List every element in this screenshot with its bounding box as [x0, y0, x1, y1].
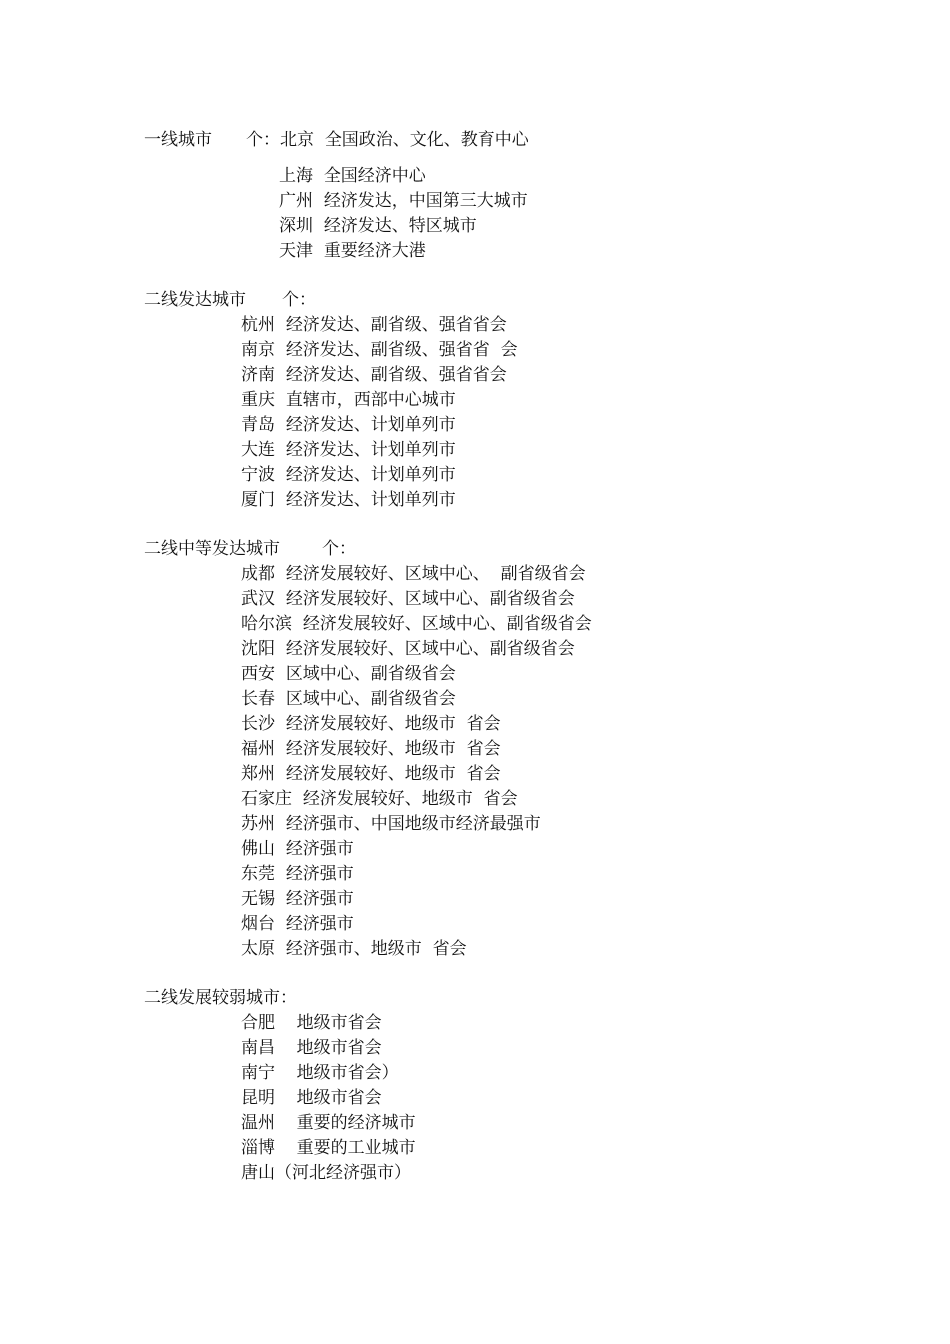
- tier2-weak-item: [241, 1011, 382, 1035]
- city-desc: 经济发展较好、地级市 省会: [285, 739, 501, 759]
- city-desc: 全国经济中心: [323, 166, 426, 186]
- tier2-developed-heading-line: [144, 288, 316, 312]
- tier2-medium-item: [241, 662, 456, 686]
- tier2-developed-item: [241, 338, 518, 362]
- tier2-weak-heading-line: [144, 986, 297, 1010]
- tier2-medium-item: [241, 887, 354, 911]
- city-name: 合肥: [241, 1013, 275, 1033]
- city-name: 南宁: [241, 1063, 275, 1083]
- tier1-count-suffix: 个：: [246, 130, 280, 150]
- tier2-medium-item: [241, 912, 354, 936]
- city-name: 哈尔滨: [241, 614, 292, 634]
- city-desc: 重要的经济城市: [296, 1113, 416, 1133]
- city-desc: 经济发达、计划单列市: [285, 490, 456, 510]
- tier2-developed-item: [241, 313, 507, 337]
- city-name: 无锡: [241, 889, 275, 909]
- city-name: 济南: [241, 365, 275, 385]
- tier2-developed-item: [241, 413, 456, 437]
- city-name: 上海: [279, 166, 313, 186]
- city-desc: 重要的工业城市: [296, 1138, 416, 1158]
- city-name: 太原: [241, 939, 275, 959]
- city-desc: 经济发展较好、地级市 省会: [285, 714, 501, 734]
- city-desc: 经济发展较好、区域中心、副省级省会: [285, 589, 575, 609]
- city-desc: 经济发达、副省级、强省省 会: [285, 340, 518, 360]
- tier1-first-desc: 全国政治、文化、教育中心: [324, 130, 529, 150]
- city-desc: 区域中心、副省级省会: [285, 689, 456, 709]
- city-name: 杭州: [241, 315, 275, 335]
- tier2-medium-item: [241, 587, 575, 611]
- city-desc: 区域中心、副省级省会: [285, 664, 456, 684]
- city-name: 长春: [241, 689, 275, 709]
- city-desc: 经济强市: [285, 864, 354, 884]
- city-name: 宁波: [241, 465, 275, 485]
- tier1-first-city: 北京: [280, 130, 314, 150]
- tier1-heading: 一线城市: [144, 130, 212, 150]
- tier1-heading-line: [144, 128, 529, 152]
- tier2-medium-item: [241, 562, 586, 586]
- tier2-medium-item: [241, 812, 541, 836]
- city-desc: 经济发展较好、地级市 省会: [285, 764, 501, 784]
- city-name: 郑州: [241, 764, 275, 784]
- city-desc: 经济发展较好、区域中心、副省级省会: [285, 639, 575, 659]
- city-name: 广州: [279, 191, 313, 211]
- city-name: 重庆: [241, 390, 275, 410]
- city-desc: 经济发达，中国第三大城市: [323, 191, 528, 211]
- city-name: 昆明: [241, 1088, 275, 1108]
- tier2-medium-heading-line: [144, 537, 356, 561]
- city-desc: 经济强市: [285, 839, 354, 859]
- city-name: 石家庄: [241, 789, 292, 809]
- tier2-weak-heading: 二线发展较弱城市：: [144, 988, 297, 1008]
- tier2-weak-item: [241, 1111, 416, 1135]
- city-name: 苏州: [241, 814, 275, 834]
- city-desc: 地级市省会: [296, 1013, 382, 1033]
- tier2-medium-item: [241, 762, 501, 786]
- city-desc: 经济强市: [285, 914, 354, 934]
- tier2-weak-item: [241, 1086, 382, 1110]
- tier2-medium-item: [241, 637, 575, 661]
- city-name: 大连: [241, 440, 275, 460]
- tier2-weak-item: [241, 1161, 411, 1185]
- city-name: 福州: [241, 739, 275, 759]
- tier2-medium-item: [241, 862, 354, 886]
- city-name: 唐山（河北经济强市）: [241, 1163, 411, 1183]
- city-desc: 经济发达、副省级、强省省会: [285, 315, 507, 335]
- tier1-item: [279, 214, 477, 238]
- city-desc: 经济发达、计划单列市: [285, 440, 456, 460]
- tier2-medium-heading: 二线中等发达城市: [144, 539, 280, 559]
- city-name: 淄博: [241, 1138, 275, 1158]
- city-desc: 重要经济大港: [323, 241, 426, 261]
- city-desc: 经济发展较好、地级市 省会: [302, 789, 518, 809]
- tier2-developed-item: [241, 388, 456, 412]
- city-desc: 经济强市: [285, 889, 354, 909]
- tier2-medium-item: [241, 737, 501, 761]
- city-name: 天津: [279, 241, 313, 261]
- tier2-weak-item: [241, 1136, 416, 1160]
- tier1-item: [279, 164, 426, 188]
- tier2-developed-item: [241, 463, 456, 487]
- tier2-weak-item: [241, 1061, 399, 1085]
- city-desc: 经济发达、特区城市: [323, 216, 477, 236]
- tier2-developed-count-suffix: 个：: [282, 290, 316, 310]
- city-desc: 地级市省会）: [296, 1063, 399, 1083]
- tier2-medium-count-suffix: 个：: [322, 539, 356, 559]
- city-desc: 经济发展较好、区域中心、 副省级省会: [285, 564, 586, 584]
- city-name: 南昌: [241, 1038, 275, 1058]
- city-desc: 经济强市、中国地级市经济最强市: [285, 814, 541, 834]
- city-desc: 地级市省会: [296, 1038, 382, 1058]
- city-desc: 地级市省会: [296, 1088, 382, 1108]
- city-name: 厦门: [241, 490, 275, 510]
- city-name: 烟台: [241, 914, 275, 934]
- tier2-developed-heading: 二线发达城市: [144, 290, 246, 310]
- city-desc: 经济发达、计划单列市: [285, 415, 456, 435]
- city-name: 成都: [241, 564, 275, 584]
- tier2-developed-item: [241, 438, 456, 462]
- city-name: 西安: [241, 664, 275, 684]
- city-name: 深圳: [279, 216, 313, 236]
- city-desc: 经济发展较好、区域中心、副省级省会: [302, 614, 592, 634]
- city-name: 长沙: [241, 714, 275, 734]
- city-name: 武汉: [241, 589, 275, 609]
- tier2-medium-item: [241, 837, 354, 861]
- city-name: 佛山: [241, 839, 275, 859]
- tier2-developed-item: [241, 363, 507, 387]
- tier2-medium-item: [241, 787, 518, 811]
- city-desc: 直辖市，西部中心城市: [285, 390, 456, 410]
- tier2-medium-item: [241, 712, 501, 736]
- city-name: 南京: [241, 340, 275, 360]
- tier1-item: [279, 239, 426, 263]
- city-desc: 经济发达、副省级、强省省会: [285, 365, 507, 385]
- tier2-medium-item: [241, 937, 467, 961]
- city-name: 温州: [241, 1113, 275, 1133]
- tier2-weak-item: [241, 1036, 382, 1060]
- city-name: 东莞: [241, 864, 275, 884]
- tier2-medium-item: [241, 612, 592, 636]
- tier2-developed-item: [241, 488, 456, 512]
- tier2-medium-item: [241, 687, 456, 711]
- tier1-item: [279, 189, 528, 213]
- city-name: 沈阳: [241, 639, 275, 659]
- city-desc: 经济发达、计划单列市: [285, 465, 456, 485]
- city-desc: 经济强市、地级市 省会: [285, 939, 467, 959]
- city-name: 青岛: [241, 415, 275, 435]
